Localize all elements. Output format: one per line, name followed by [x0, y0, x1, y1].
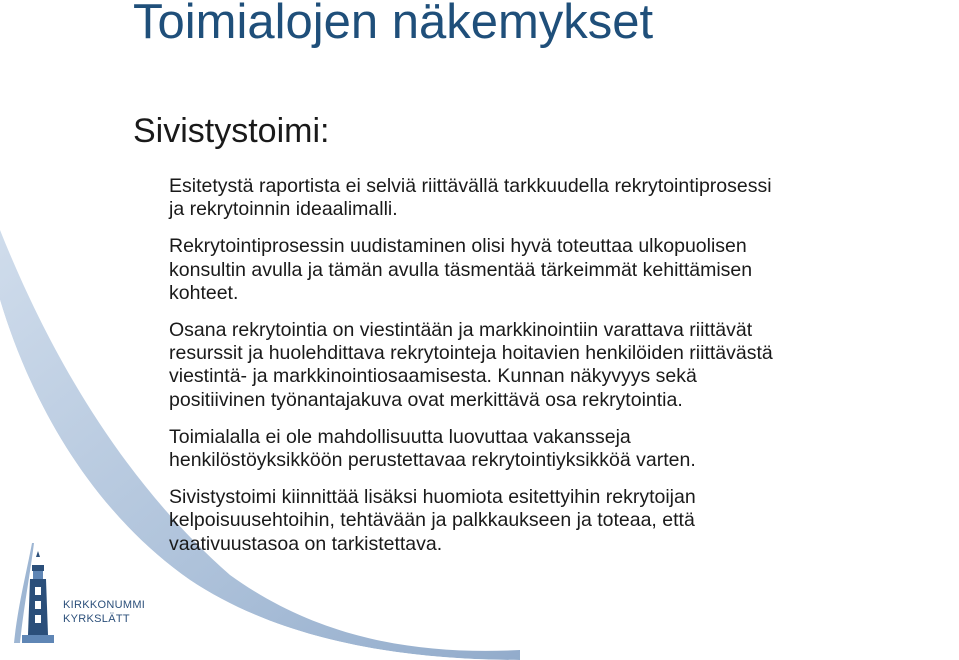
- paragraph: [169, 235, 929, 305]
- paragraph: [169, 426, 929, 472]
- text-line: kelpoisuusehtoihin, tehtävään ja palkkaukseen ja toteaa, että: [169, 509, 695, 532]
- text-line: positiivinen työnantajakuva ovat merkittävä osa rekrytointia.: [169, 388, 683, 411]
- text-line: Rekrytointiprosessin uudistaminen olisi hyvä toteuttaa ulkopuolisen: [169, 235, 747, 258]
- text-line: Toimialalla ei ole mahdollisuutta luovuttaa vakansseja: [169, 425, 631, 448]
- paragraph: [169, 175, 929, 221]
- text-line: resurssit ja huolehdittava rekrytointeja hoitavien henkilöiden riittävästä: [169, 342, 773, 365]
- text-line: Esitetystä raportista ei selviä riittävällä tarkkuudella rekrytointiprosessi: [169, 175, 772, 197]
- lighthouse-icon: [10, 535, 58, 647]
- logo-text-kyrkslatt: KYRKSLÄTT: [63, 613, 130, 625]
- page-title: Toimialojen näkemykset: [133, 0, 654, 49]
- text-line: Sivistystoimi kiinnittää lisäksi huomiota esitettyihin rekrytoijan: [169, 486, 696, 509]
- text-line: henkilöstöyksikköön perustettavaa rekrytointiyksikköä varten.: [169, 449, 696, 472]
- text-line: Osana rekrytointia on viestintään ja markkinointiin varattava riittävät: [169, 319, 753, 342]
- text-line: viestintä- ja markkinointiosaamisesta. Kunnan näkyvyys sekä: [169, 365, 697, 388]
- section-subtitle: Sivistystoimi:: [133, 112, 330, 150]
- paragraph: [169, 319, 929, 412]
- text-line: konsultin avulla ja tämän avulla täsmentää tärkeimmät kehittämisen: [169, 258, 753, 281]
- text-line: kohteet.: [169, 281, 239, 304]
- text-line: vaativuustasoa on tarkistettava.: [169, 532, 443, 555]
- paragraph: [169, 486, 929, 556]
- municipality-logo: [10, 535, 210, 650]
- logo-text-kirkkonummi: KIRKKONUMMI: [63, 599, 146, 611]
- text-line: ja rekrytoinnin ideaalimalli.: [169, 198, 398, 221]
- body-text: [169, 175, 929, 556]
